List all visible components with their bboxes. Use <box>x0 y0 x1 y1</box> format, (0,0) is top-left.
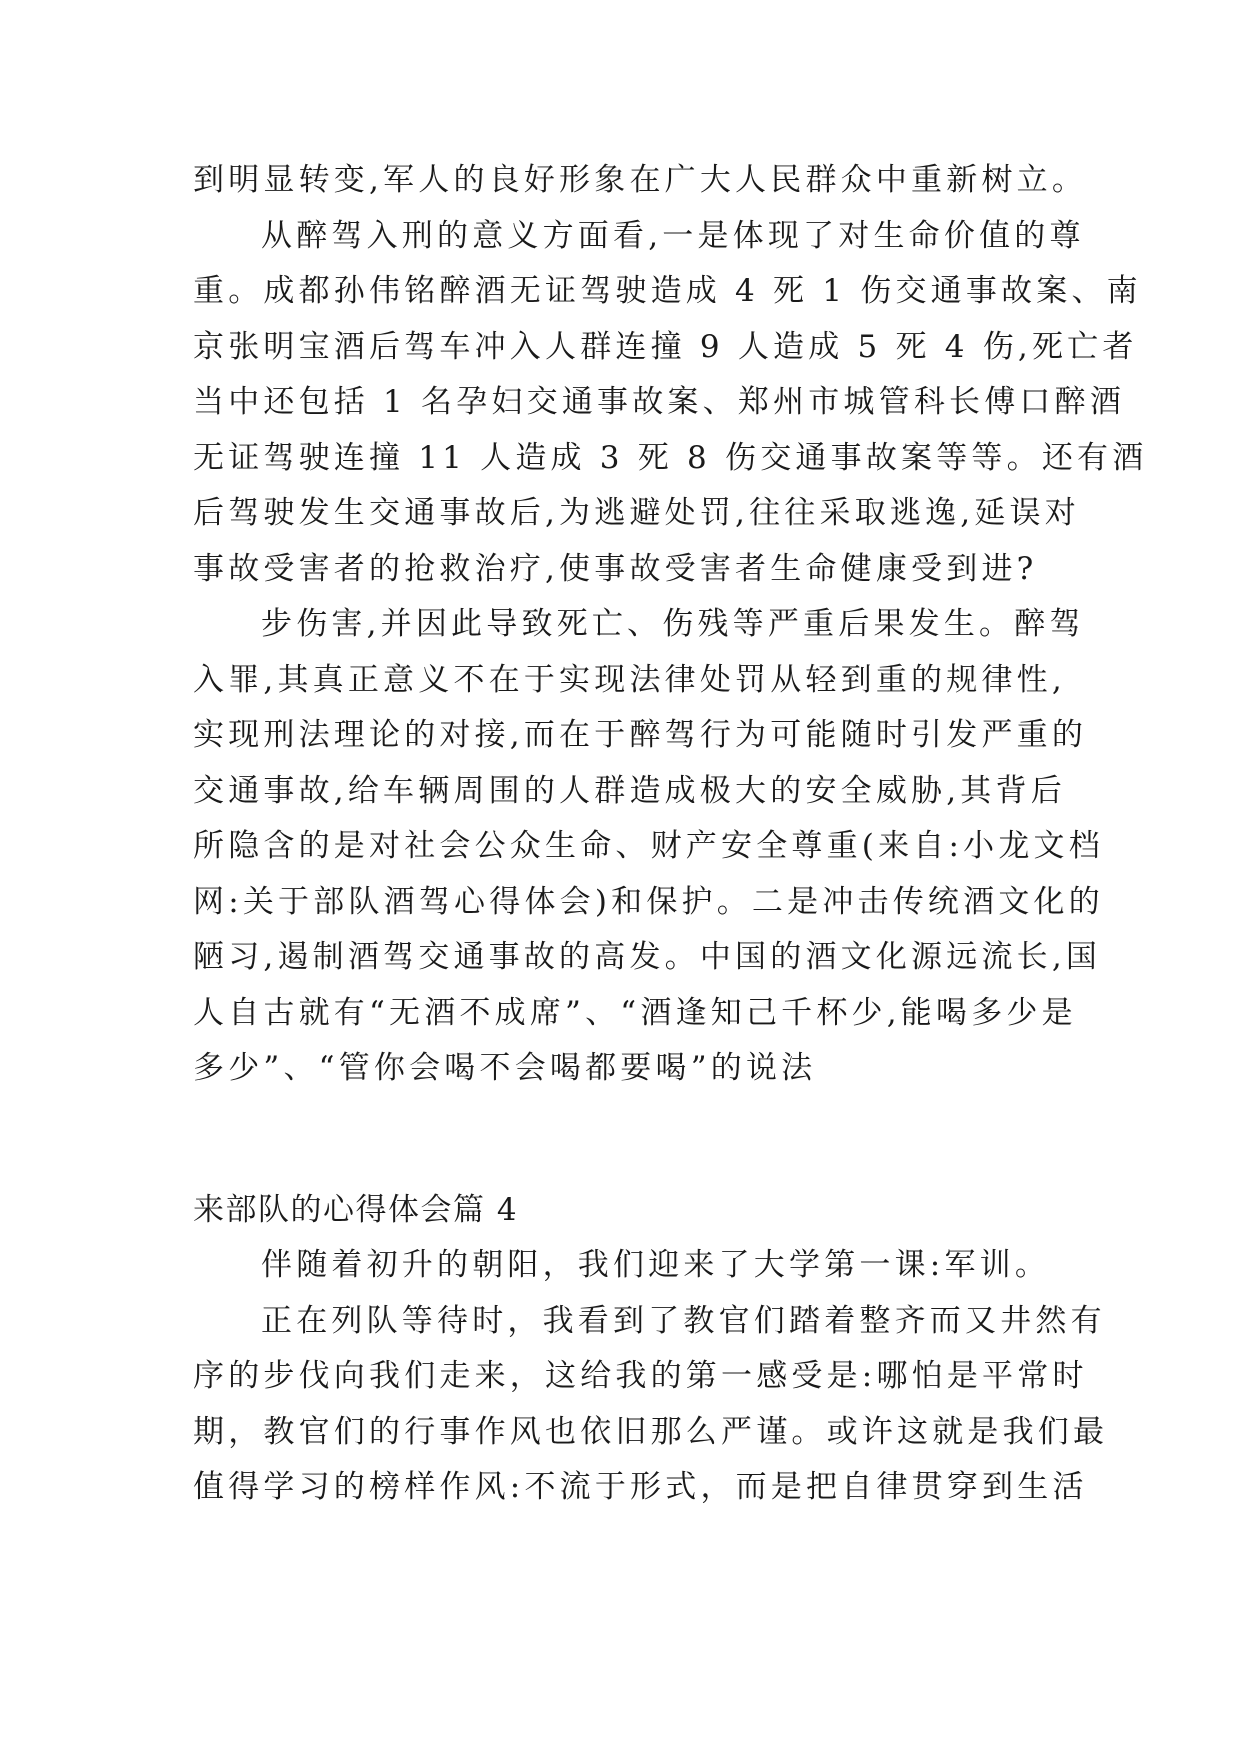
text-line: 步伤害,并因此导致死亡、伤残等严重后果发生。醉驾 <box>261 606 1085 642</box>
paragraph <box>193 597 1104 1097</box>
text-line: 重。成都孙伟铭醉酒无证驾驶造成 4 死 1 伤交通事故案、南 <box>193 273 1142 309</box>
section-spacer <box>193 1097 1053 1183</box>
text-line: 伴随着初升的朝阳，我们迎来了大学第一课:军训。 <box>261 1247 1051 1283</box>
text-line: 后驾驶发生交通事故后,为逃避处罚,往往采取逃逸,延误对 <box>193 495 1080 531</box>
text-line: 事故受害者的抢救治疗,使事故受害者生命健康受到进? <box>193 550 1038 587</box>
text-line: 期，教官们的行事作风也依旧那么严谨。或许这就是我们最 <box>193 1413 1109 1450</box>
paragraph <box>193 1294 1109 1516</box>
text-line: 多少”、“管你会喝不会喝都要喝”的说法 <box>193 1050 817 1086</box>
text-line: 实现刑法理论的对接,而在于醉驾行为可能随时引发严重的 <box>193 717 1088 753</box>
text-line: 人自古就有“无酒不成席”、“酒逢知己千杯少,能喝多少是 <box>193 994 1077 1031</box>
paragraph <box>193 1238 1053 1294</box>
text-line: 值得学习的榜样作风:不流于形式，而是把自律贯穿到生活 <box>193 1469 1088 1505</box>
section-heading: 来部队的心得体会篇 4 <box>193 1191 519 1228</box>
text-line: 正在列队等待时，我看到了教官们踏着整齐而又井然有 <box>261 1302 1106 1339</box>
text-line: 交通事故,给车辆周围的人群造成极大的安全威胁,其背后 <box>193 772 1066 809</box>
document-body <box>193 153 1148 1516</box>
text-line: 序的步伐向我们走来，这给我的第一感受是:哪怕是平常时 <box>193 1358 1088 1394</box>
text-line: 网:关于部队酒驾心得体会)和保护。二是冲击传统酒文化的 <box>193 883 1104 920</box>
text-line: 当中还包括 1 名孕妇交通事故案、郑州市城管科长傅口醉酒 <box>193 384 1126 420</box>
text-line: 到明显转变,军人的良好形象在广大人民群众中重新树立。 <box>193 162 1088 198</box>
text-line: 无证驾驶连撞 11 人造成 3 死 8 伤交通事故案等等。还有酒 <box>193 439 1148 476</box>
paragraph <box>193 153 1088 209</box>
paragraph <box>193 209 1148 598</box>
text-line: 从醉驾入刑的意义方面看,一是体现了对生命价值的尊 <box>261 217 1085 254</box>
text-line: 入罪,其真正意义不在于实现法律处罚从轻到重的规律性, <box>193 661 1066 698</box>
text-line: 京张明宝酒后驾车冲入人群连撞 9 人造成 5 死 4 伤,死亡者 <box>193 328 1138 365</box>
text-line: 陋习,遏制酒驾交通事故的高发。中国的酒文化源远流长,国 <box>193 939 1102 975</box>
text-line: 所隐含的是对社会公众生命、财产安全尊重(来自:小龙文档 <box>193 828 1104 864</box>
